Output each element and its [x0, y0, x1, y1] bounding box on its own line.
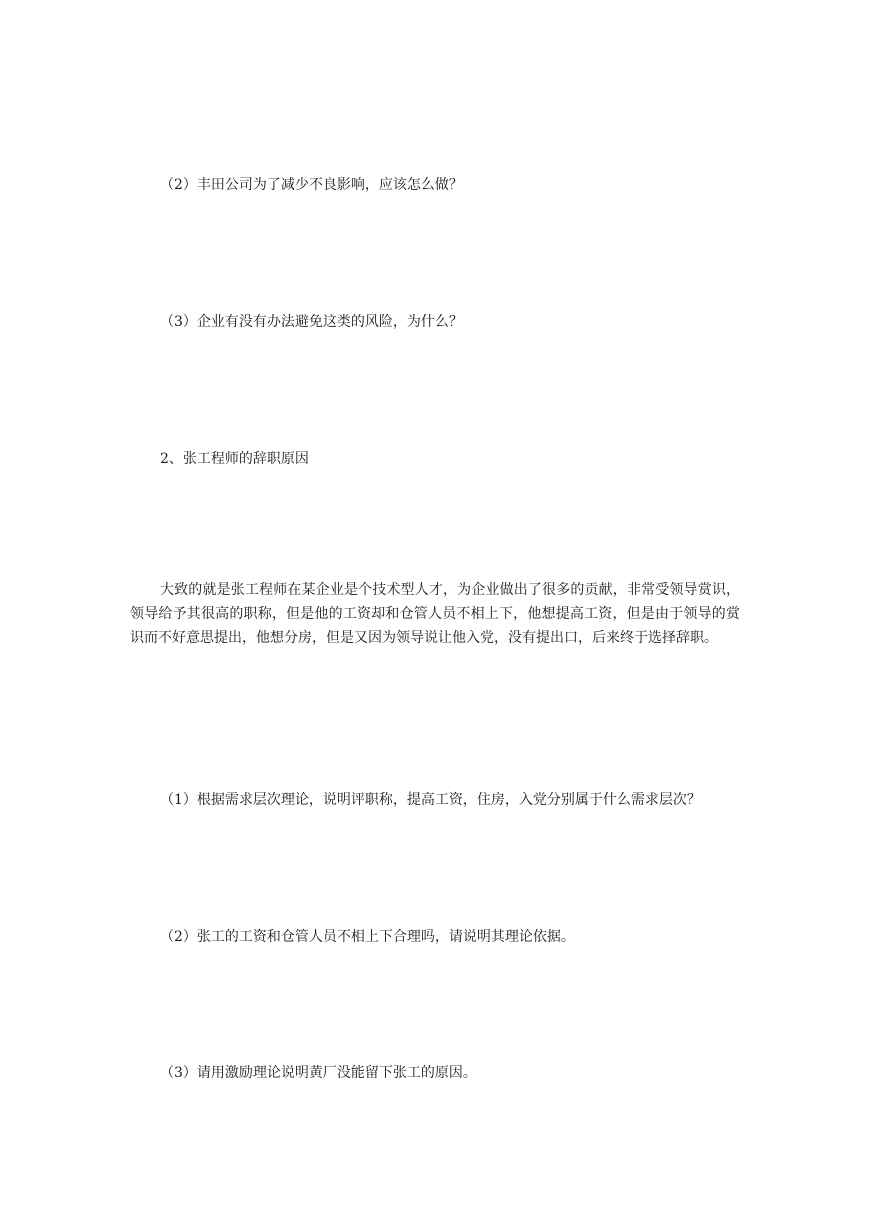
question-toyota-2: （2）丰田公司为了减少不良影响，应该怎么做？: [160, 177, 463, 193]
section-heading: 2、张工程师的辞职原因: [160, 451, 309, 467]
question-zhang-1: （1）根据需求层次理论，说明评职称，提高工资，住房，入党分别属于什么需求层次？: [160, 792, 701, 808]
question-zhang-3: （3）请用激励理论说明黄厂没能留下张工的原因。: [160, 1065, 477, 1081]
case-paragraph: 大致的就是张工程师在某企业是个技术型人才，为企业做出了很多的贡献，非常受领导赏识，领导给予其很高的职称，但是他的工资却和仓管人员不相上下，他想提高工资，但是由于领导的赏识而不好意思提出，他想分房，但是又因为领导说让他入党，没有提出口，后来终于选择辞职。: [130, 582, 740, 646]
question-toyota-3: （3）企业有没有办法避免这类的风险，为什么？: [160, 314, 463, 330]
question-zhang-2: （2）张工的工资和仓管人员不相上下合理吗，请说明其理论依据。: [160, 929, 575, 945]
